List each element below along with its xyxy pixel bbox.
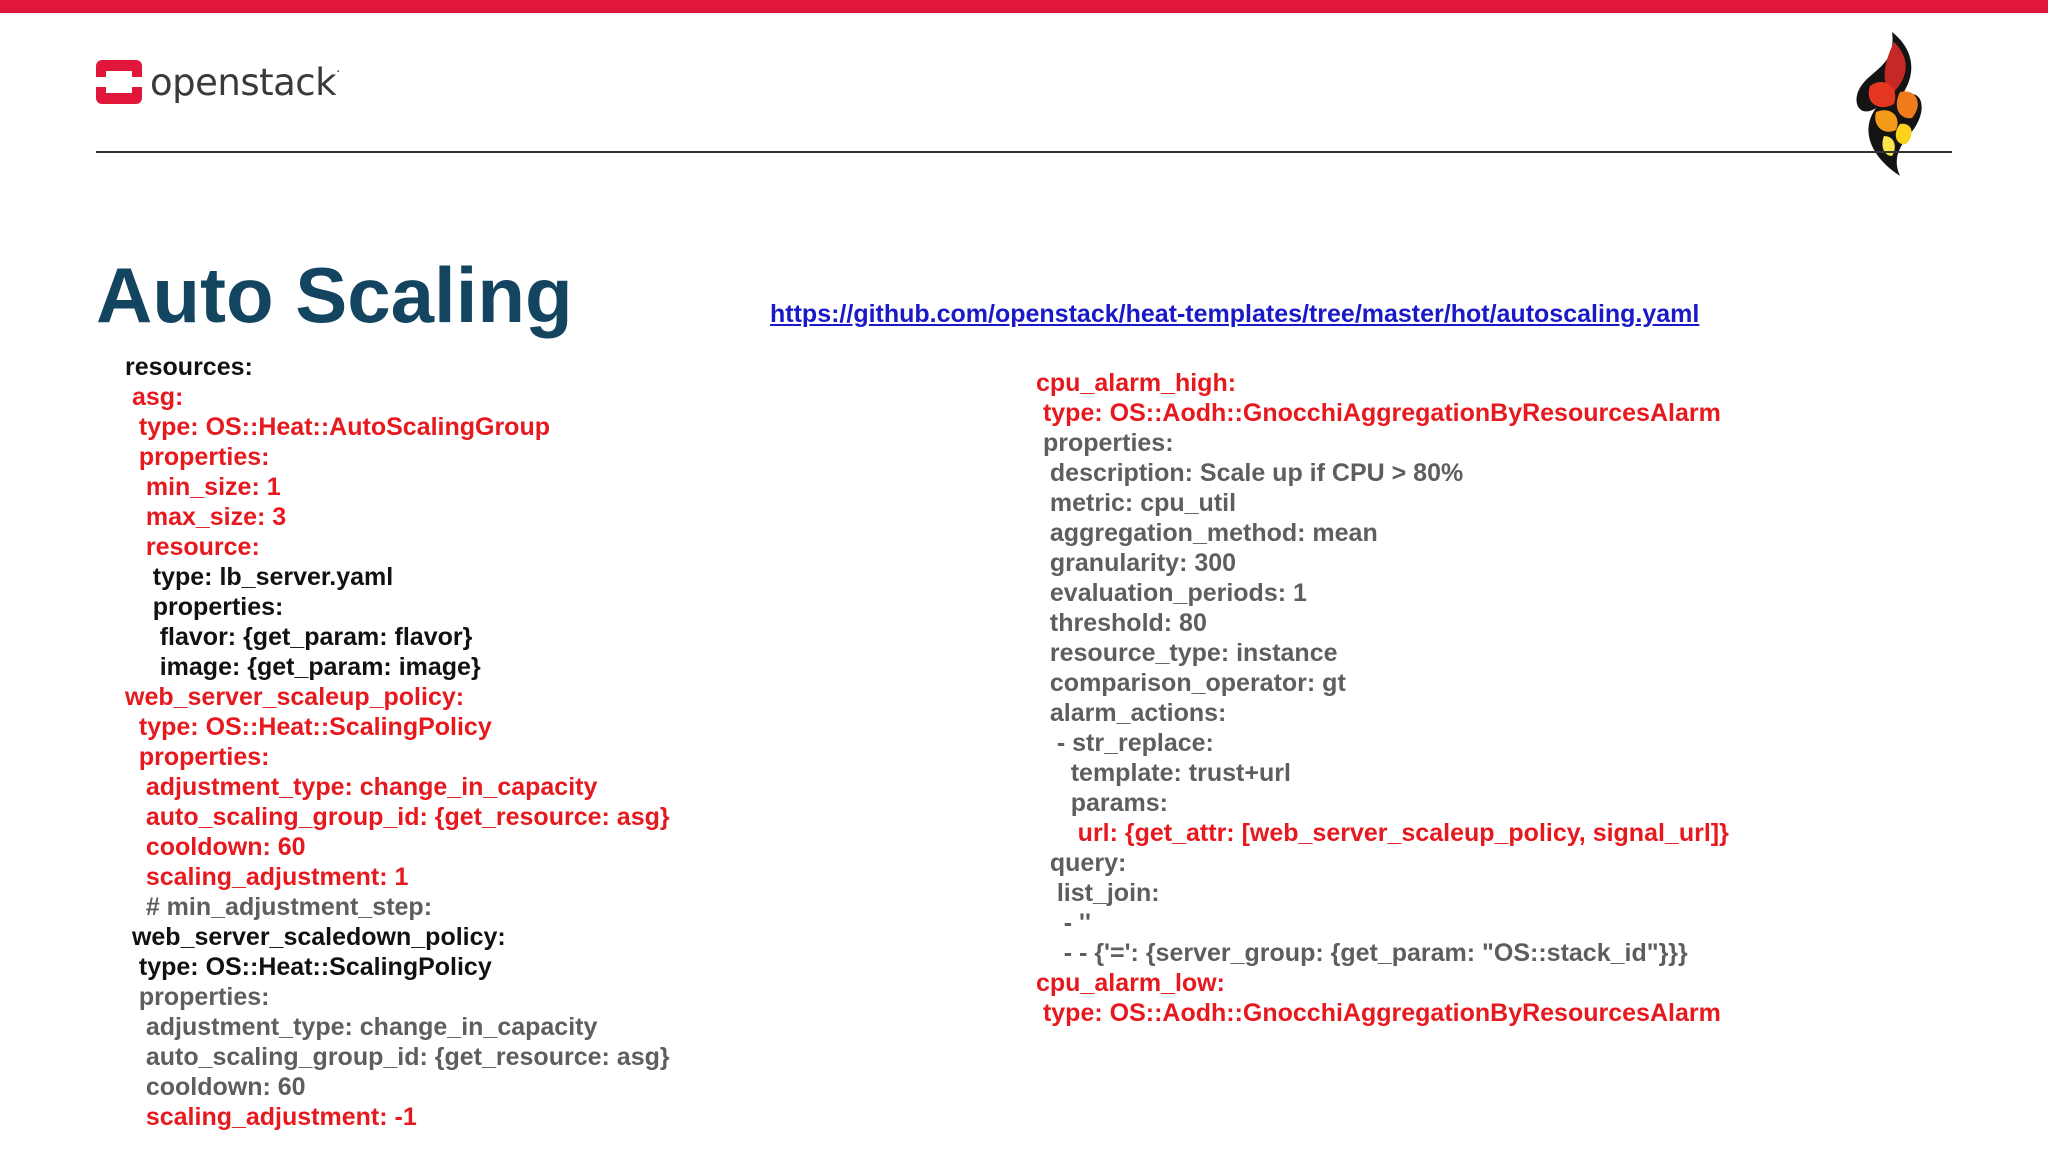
code-line: granularity: 300 bbox=[1036, 549, 1237, 577]
code-line: asg: bbox=[125, 383, 184, 411]
code-line: evaluation_periods: 1 bbox=[1036, 579, 1307, 607]
code-line: flavor: {get_param: flavor} bbox=[125, 623, 473, 651]
code-line: max_size: 3 bbox=[125, 503, 287, 531]
code-line: auto_scaling_group_id: {get_resource: asg} bbox=[125, 1043, 670, 1071]
code-line: cooldown: 60 bbox=[125, 1073, 306, 1101]
code-block-left bbox=[125, 352, 670, 1132]
code-line: params: bbox=[1036, 789, 1168, 817]
code-line: properties: bbox=[125, 743, 270, 771]
openstack-logo bbox=[96, 58, 340, 106]
code-line: resource: bbox=[125, 533, 260, 561]
code-line: cpu_alarm_high: bbox=[1036, 369, 1237, 397]
code-line: adjustment_type: change_in_capacity bbox=[125, 1013, 598, 1041]
brand-trademark: . bbox=[336, 60, 340, 76]
code-line: properties: bbox=[1036, 429, 1174, 457]
code-line: type: lb_server.yaml bbox=[125, 563, 394, 591]
heat-flame-icon bbox=[1840, 28, 1940, 178]
code-line: resources: bbox=[125, 353, 253, 381]
code-line: type: OS::Aodh::GnocchiAggregationByResourcesAlarm bbox=[1036, 999, 1721, 1027]
code-block-right bbox=[1036, 368, 1729, 1028]
code-line: - '' bbox=[1036, 909, 1091, 937]
code-line: resource_type: instance bbox=[1036, 639, 1338, 667]
code-line: type: OS::Heat::ScalingPolicy bbox=[125, 953, 492, 981]
top-accent-bar bbox=[0, 0, 2048, 13]
code-line: type: OS::Heat::AutoScalingGroup bbox=[125, 413, 550, 441]
code-line: list_join: bbox=[1036, 879, 1160, 907]
code-line: - - {'=': {server_group: {get_param: "OS::stack_id"}}} bbox=[1036, 939, 1688, 967]
code-line: properties: bbox=[125, 983, 270, 1011]
code-line: comparison_operator: gt bbox=[1036, 669, 1346, 697]
code-line: scaling_adjustment: -1 bbox=[125, 1103, 417, 1131]
code-line: scaling_adjustment: 1 bbox=[125, 863, 409, 891]
code-line: cooldown: 60 bbox=[125, 833, 306, 861]
code-line: # min_adjustment_step: bbox=[125, 893, 433, 921]
code-line: template: trust+url bbox=[1036, 759, 1291, 787]
code-line: properties: bbox=[125, 443, 270, 471]
code-line: min_size: 1 bbox=[125, 473, 281, 501]
brand-name: openstack. bbox=[150, 60, 340, 104]
code-line: web_server_scaleup_policy: bbox=[125, 683, 465, 711]
code-line: query: bbox=[1036, 849, 1127, 877]
code-line: adjustment_type: change_in_capacity bbox=[125, 773, 598, 801]
code-line: type: OS::Aodh::GnocchiAggregationByResourcesAlarm bbox=[1036, 399, 1721, 427]
code-line: description: Scale up if CPU > 80% bbox=[1036, 459, 1464, 487]
code-line: type: OS::Heat::ScalingPolicy bbox=[125, 713, 492, 741]
code-line: - str_replace: bbox=[1036, 729, 1214, 757]
slide-title: Auto Scaling bbox=[96, 251, 573, 339]
code-line: properties: bbox=[125, 593, 284, 621]
code-line: threshold: 80 bbox=[1036, 609, 1207, 637]
code-line: auto_scaling_group_id: {get_resource: asg} bbox=[125, 803, 670, 831]
code-line: url: {get_attr: [web_server_scaleup_policy, signal_url]} bbox=[1036, 819, 1729, 847]
code-line: image: {get_param: image} bbox=[125, 653, 481, 681]
code-line: aggregation_method: mean bbox=[1036, 519, 1378, 547]
source-link[interactable]: https://github.com/openstack/heat-templates/tree/master/hot/autoscaling.yaml bbox=[770, 300, 1700, 328]
openstack-logo-icon bbox=[96, 60, 142, 104]
header-divider bbox=[96, 151, 1952, 153]
code-line: alarm_actions: bbox=[1036, 699, 1227, 727]
code-line: cpu_alarm_low: bbox=[1036, 969, 1225, 997]
code-line: web_server_scaledown_policy: bbox=[125, 923, 506, 951]
code-line: metric: cpu_util bbox=[1036, 489, 1237, 517]
